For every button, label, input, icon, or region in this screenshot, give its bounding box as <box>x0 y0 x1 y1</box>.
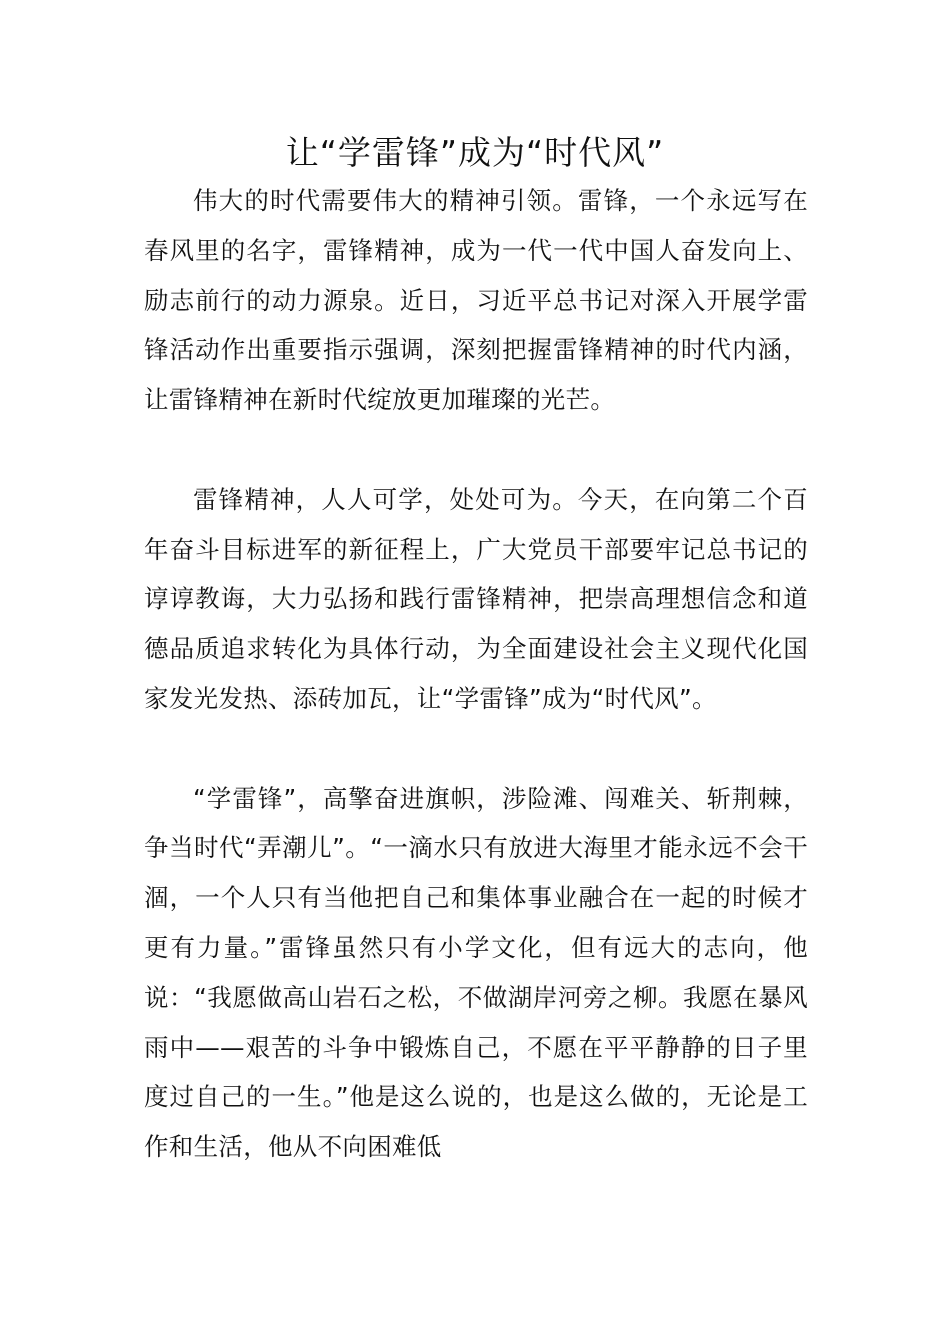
document-body <box>144 176 808 1172</box>
paragraph-3: “学雷锋”，高擎奋进旗帜，涉险滩、闯难关、斩荆棘，争当时代“弄潮儿”。“一滴水只有放进大海里才能永远不会干涸，一个人只有当他把自己和集体事业融合在一起的时候才更有力量。”雷锋虽然只有小学文化，但有远大的志向，他说：“我愿做高山岩石之松，不做湖岸河旁之柳。我愿在暴风雨中——艰苦的斗争中锻炼自己，不愿在平平静静的日子里度过自己的一生。”他是这么说的，也是这么做的，无论是工作和生活，他从不向困难低 <box>144 783 808 1162</box>
document-title: 让“学雷锋”成为“时代风” <box>285 133 665 172</box>
paragraph-2: 雷锋精神，人人可学，处处可为。今天，在向第二个百年奋斗目标进军的新征程上，广大党员干部要牢记总书记的谆谆教诲，大力弘扬和践行雷锋精神，把崇高理想信念和道德品质追求转化为具体行动，为全面建设社会主义现代化国家发光发热、添砖加瓦，让“学雷锋”成为“时代风”。 <box>144 484 808 713</box>
paragraph-1: 伟大的时代需要伟大的精神引领。雷锋，一个永远写在春风里的名字，雷锋精神，成为一代一代中国人奋发向上、励志前行的动力源泉。近日，习近平总书记对深入开展学雷锋活动作出重要指示强调，深刻把握雷锋精神的时代内涵，让雷锋精神在新时代绽放更加璀璨的光芒。 <box>144 186 808 415</box>
